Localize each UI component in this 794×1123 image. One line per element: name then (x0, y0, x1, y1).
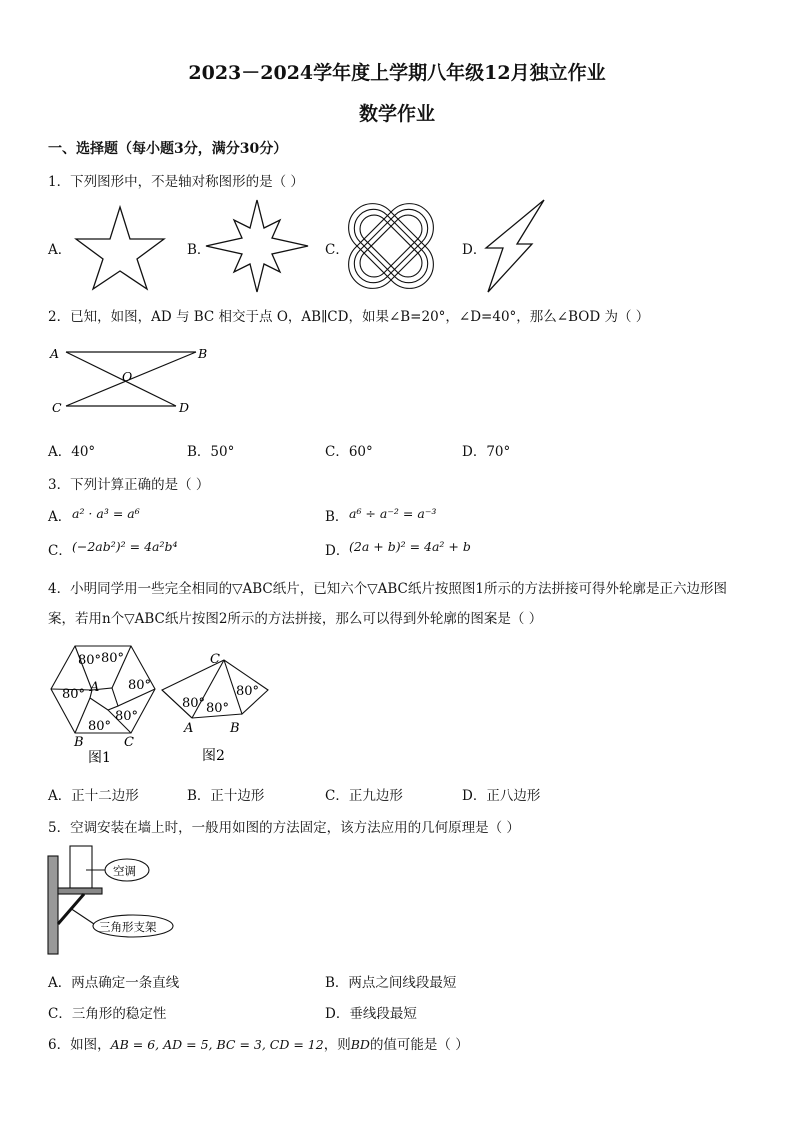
page-subtitle: 数学作业 (358, 103, 435, 125)
q5-option-b: B．两点之间线段最短 (325, 975, 457, 991)
eight-point-star-figure (206, 198, 310, 294)
q1-option-b: B． (187, 242, 211, 258)
section-heading: 一、选择题（每小题3分，满分30分） (48, 141, 288, 157)
q4-option-d: D．正八边形 (462, 788, 541, 804)
fig2-label-c: C (210, 652, 220, 667)
q5-label-air-conditioner: 空调 (113, 864, 136, 878)
q2-label-o: O (122, 369, 133, 384)
q6-stem-prefix: 6．如图， (48, 1037, 111, 1053)
q5-option-d: D．垂线段最短 (325, 1006, 417, 1022)
q3-expr-a: a² · a³ = a⁶ (72, 506, 140, 521)
q2-option-a: A．40° (48, 444, 96, 460)
lightning-bolt-figure (480, 200, 546, 292)
q2-option-d: D．70° (462, 444, 511, 460)
q5-label-triangle-bracket: 三角形支架 (99, 920, 157, 934)
q3-expr-d: (2a + b)² = 4a² + b (349, 539, 471, 554)
q6-stem-suffix: 的值可能是（ ） (369, 1037, 469, 1053)
fig1-angle-6: 80° (88, 719, 112, 734)
q4-stem-line2: 案，若用n个▽ABC纸片按图2所示的方法拼接，那么可以得到外轮廓的图案是（ ） (48, 611, 543, 627)
fig1-label-a: A (90, 680, 100, 695)
q6-stem (48, 1033, 469, 1053)
q4-option-c: C．正九边形 (325, 788, 403, 804)
fig1-angle-2: 80° (101, 651, 125, 666)
q1-stem: 1．下列图形中，不是轴对称图形的是（ ） (48, 174, 304, 190)
q3-stem: 3．下列计算正确的是（ ） (48, 477, 210, 493)
q6-stem-expression: AB = 6, AD = 5, BC = 3, CD = 12 (110, 1037, 324, 1052)
q3-expr-b: a⁶ ÷ a⁻² = a⁻³ (349, 506, 437, 521)
q4-option-b: B．正十边形 (187, 788, 265, 804)
q2-stem: 2．已知，如图，AD 与 BC 相交于点 O，AB∥CD，如果∠B=20°，∠D=40°，那么∠BOD 为（ ） (48, 309, 650, 325)
q6-stem-variable: BD (350, 1037, 370, 1052)
q5-option-a: A．两点确定一条直线 (48, 975, 180, 991)
q2-label-b: B (198, 346, 208, 361)
q3-expr-c: (−2ab²)² = 4a²b⁴ (72, 539, 178, 554)
q4-figure-1-hexagon (48, 640, 158, 768)
q2-option-b: B．50° (187, 444, 235, 460)
fig1-label-c: C (124, 735, 134, 750)
fig1-angle-4: 80° (62, 687, 86, 702)
fig2-angle-1: 80° (182, 696, 206, 711)
fig1-angle-1: 80° (78, 653, 102, 668)
page-title: 2023－2024学年度上学期八年级12月独立作业 (188, 62, 606, 84)
q4-stem-line1: 4．小明同学用一些完全相同的▽ABC纸片，已知六个▽ABC纸片按照图1所示的方法拼接可得外轮廓是正六边形图 (48, 581, 727, 597)
five-point-star-figure (66, 205, 186, 289)
fig1-angle-5: 80° (115, 709, 139, 724)
q1-option-d: D． (462, 242, 487, 258)
q6-stem-mid: ，则 (323, 1037, 351, 1053)
q5-ac-bracket-figure (46, 844, 176, 956)
q2-label-a: A (50, 346, 60, 361)
q3-option-a: A． (48, 509, 72, 525)
fig2-label-a: A (184, 721, 194, 736)
interlaced-loops-figure (343, 200, 439, 292)
q5-option-c: C．三角形的稳定性 (48, 1006, 167, 1022)
q3-option-b: B． (325, 509, 349, 525)
fig1-label-b: B (74, 735, 84, 750)
q4-figure-2-triangles (160, 648, 272, 766)
q3-option-c: C． (48, 543, 72, 559)
q2-parallel-lines-figure (46, 342, 206, 418)
q4-option-a: A．正十二边形 (48, 788, 139, 804)
fig2-angle-2: 80° (206, 701, 230, 716)
q2-label-c: C (52, 400, 62, 415)
fig2-label-b: B (230, 721, 240, 736)
q1-option-c: C． (325, 242, 349, 258)
q5-stem: 5．空调安装在墙上时，一般用如图的方法固定，该方法应用的几何原理是（ ） (48, 820, 520, 836)
q3-option-d: D． (325, 543, 350, 559)
fig1-caption: 图1 (88, 750, 111, 766)
q1-option-a: A． (48, 242, 72, 258)
fig2-angle-3: 80° (236, 684, 260, 699)
q2-label-d: D (179, 400, 190, 415)
q2-option-c: C．60° (325, 444, 373, 460)
fig2-caption: 图2 (202, 748, 225, 764)
fig1-angle-3: 80° (128, 678, 152, 693)
